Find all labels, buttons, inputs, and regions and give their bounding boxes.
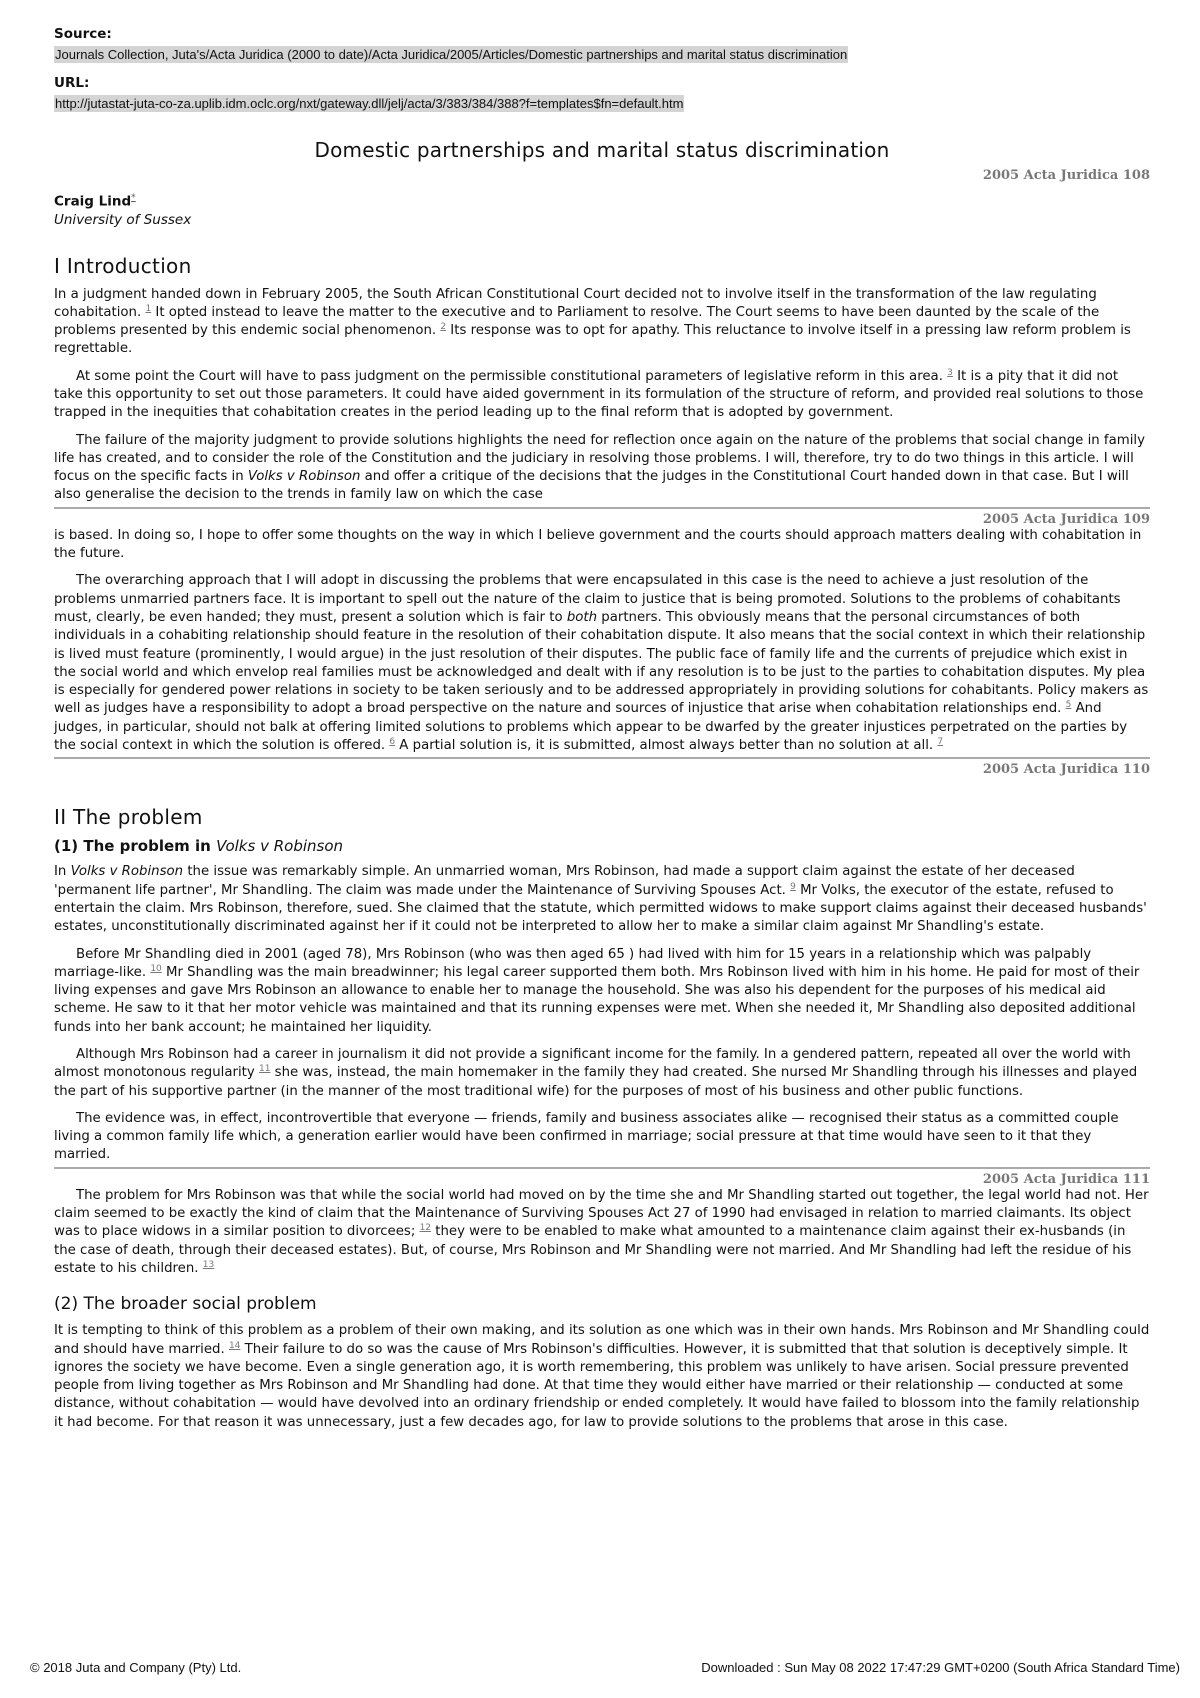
paragraph: In Volks v Robinson the issue was remarkably simple. An unmarried woman, Mrs Robinson, had made a support claim against the estate of her deceased 'permanent life partner', Mr Shandling. The claim was made under the Maintenance of Surviving Spouses Act. $^9$ Mr Volks, the executor of the estate, refused to entertain the claim. Mrs Robinson, therefore, sued. She claimed that the statute, which permitted widows to make support claims against their deceased husbands' estates, unconstitutionally discriminated against her if it could not be interpreted to allow her to make a similar claim against Mr Shandling's estate. xyxy=(54,864,1147,935)
emphasis: both xyxy=(566,609,598,625)
footnote-link-14[interactable]: 14 xyxy=(228,1340,241,1351)
page-mark-111: 2005 Acta Juridica 111 xyxy=(54,1167,1150,1187)
source-label: Source: xyxy=(54,26,112,42)
source-path: Journals Collection, Juta's/Acta Juridica (2000 to date)/Acta Juridica/2005/Articles/Domestic partnerships and marital status discrimination xyxy=(55,47,848,62)
footnote-link-9[interactable]: 9 xyxy=(790,881,796,892)
paragraph: The evidence was, in effect, incontrovertible that everyone — friends, family and business associates alike — recognised their status as a committed couple living a common family life which, a generation earlier would have been confirmed in marriage; social pressure at that time would have seen to it that they married. xyxy=(54,1110,1119,1163)
case-name: Volks v Robinson xyxy=(70,864,184,880)
copyright-notice: © 2018 Juta and Company (Pty) Ltd. xyxy=(30,1660,242,1675)
paragraph: The failure of the majority judgment to provide solutions highlights the need for reflection once again on the nature of the problems that social change in family life has created, and to consider the role of the Constitution and the judiciary in resolving those problems. I will, therefore, try to do two things in this article. I will focus on the specific facts in Volks v Robinson and offer a critique of the decisions that the judges in the Constitutional Court handed down in that case. But I will also generalise the decision to the trends in family law on which the case xyxy=(54,432,1145,503)
author-name-text: Craig Lind xyxy=(54,193,132,210)
subsection-social-problem-heading: (2) The broader social problem xyxy=(54,1294,317,1315)
footnote-link-6[interactable]: 6 xyxy=(389,737,396,748)
footnote-link-10[interactable]: 10 xyxy=(150,963,162,974)
subsection-volks-heading: (1) The problem in Volks v Robinson xyxy=(54,837,344,856)
footnote-link-7[interactable]: 7 xyxy=(937,737,944,748)
section-introduction-heading: I Introduction xyxy=(54,253,192,278)
author-footnote-link[interactable]: * xyxy=(131,193,136,203)
paragraph: Although Mrs Robinson had a career in journalism it did not provide a significant income for the family. In a gendered pattern, repeated all over the world with almost monotonous regularity $^{11}$ she was, instead, the main homemaker in the family they had created. She nursed Mr Shandling through his illnesses and played the part of his supportive partner (in the manner of the most traditional wife) for the purposes of most of his business and other public functions. xyxy=(54,1047,1138,1099)
page-mark-109: 2005 Acta Juridica 109 xyxy=(54,507,1150,527)
case-name: Volks v Robinson xyxy=(247,469,361,485)
article-title: Domestic partnerships and marital status discrimination xyxy=(314,138,890,162)
footnote-link-1[interactable]: 1 xyxy=(145,303,152,314)
paragraph: In a judgment handed down in February 2005, the South African Constitutional Court decided not to involve itself in the transformation of the law regulating cohabitation. $^1$ It opted instead to leave the matter to the executive and to Parliament to resolve. The Court seems to have been daunted by the scale of the problems presented by this endemic social phenomenon. $^2$ Its response was to opt for apathy. This reluctance to involve itself in a pressing law reform problem is regrettable. xyxy=(54,286,1131,357)
paragraph: is based. In doing so, I hope to offer some thoughts on the way in which I believe government and the courts should approach matters dealing with cohabitation in the future. xyxy=(54,527,1142,562)
download-timestamp: Downloaded : Sun May 08 2022 17:47:29 GMT+0200 (South Africa Standard Time) xyxy=(701,1660,1180,1675)
author-name xyxy=(54,193,1150,210)
paragraph: The overarching approach that I will adopt in discussing the problems that were encapsulated in this case is the need to achieve a just resolution of the problems unmarried partners face. It is important to spell out the nature of the claim to justice that is being promoted. Solutions to the problems of cohabitants must, clearly, be even handed; they must, present a solution which is fair to both partners. This obviously means that the personal circumstances of both individuals in a cohabiting relationship should feature in the resolution of their cohabitation dispute. It also means that the social context in which their relationship is lived must feature (prominently, I would argue) in the just resolution of their disputes. The public face of family life and the currents of prejudice which exist in the social world and which envelop real families must be acknowledged and dealt with if any resolution is to be just to the parties to cohabitation disputes. My plea is especially for gendered power relations in society to be taken seriously and to be addressed appropriately in providing solutions for cohabitants. Policy makers as well as judges have a responsibility to adopt a broad perspective on the nature and sources of injustice that arise when cohabitation relationships end. $^5$ And judges, in particular, should not balk at offering limited solutions to problems which appear to be dwarfed by the greater injustices perpetrated on the parties by the social context in which the solution is offered. $^6$ A partial solution is, it is submitted, almost always better than no solution at all. $^7$ xyxy=(54,573,1149,754)
url-label: URL: xyxy=(54,75,90,91)
paragraph: Before Mr Shandling died in 2001 (aged 78), Mrs Robinson (who was then aged 65 ) had lived with him for 15 years in a relationship which was palpably marriage-like. $^{10}$ Mr Shandling was the main breadwinner; his legal career supported them both. Mrs Robinson lived with him in his home. He paid for most of their living expenses and gave Mrs Robinson an allowance to enable her to manage the household. She was also his dependent for the purposes of his medical aid scheme. He saw to it that her motor vehicle was maintained and that its running expenses were met. When she needed it, Mr Shandling also deposited additional funds into her bank account; he maintained her liquidity. xyxy=(54,946,1140,1035)
section-problem-heading: II The problem xyxy=(54,805,203,830)
footnote-link-5[interactable]: 5 xyxy=(1065,700,1072,711)
author-affiliation: University of Sussex xyxy=(54,211,192,228)
paragraph: At some point the Court will have to pass judgment on the permissible constitutional parameters of legislative reform in this area. $^3$ It is a pity that it did not take this opportunity to set out those parameters. It could have aided government in its formulation of the structure of reform, and provided real solutions to those trapped in the inequities that cohabitation creates in the period leading up to the final reform that is adopted by government. xyxy=(54,367,1144,421)
footnote-link-11[interactable]: 11 xyxy=(258,1064,271,1075)
footnote-link-13[interactable]: 13 xyxy=(202,1259,215,1270)
paragraph: The problem for Mrs Robinson was that while the social world had moved on by the time she and Mr Shandling started out together, the legal world had not. Her claim seemed to be exactly the kind of claim that the Maintenance of Surviving Spouses Act 27 of 1990 had envisaged in relation to married claimants. Its object was to place widows in a similar position to divorcees; $^{12}$ they were to be enabled to make what amounted to a maintenance claim against their ex-husbands (in the case of death, through their deceased estates). But, of course, Mrs Robinson and Mr Shandling were not married. And Mr Shandling had left the residue of his estate to his children. $^{13}$ xyxy=(54,1187,1149,1276)
footnote-link-12[interactable]: 12 xyxy=(419,1223,432,1234)
page-mark-110: 2005 Acta Juridica 110 xyxy=(54,757,1150,777)
document-page xyxy=(54,26,1150,1441)
page-mark-108: 2005 Acta Juridica 108 xyxy=(982,168,1150,183)
footnote-link-2[interactable]: 2 xyxy=(440,322,447,333)
source-url: http://jutastat-juta-co-za.uplib.idm.oclc.org/nxt/gateway.dll/jelj/acta/3/383/384/388?f=templates$fn=default.htm xyxy=(55,96,684,111)
paragraph: It is tempting to think of this problem as a problem of their own making, and its solution as one which was in their own hands. Mrs Robinson and Mr Shandling could and should have married. $^{14}$ Their failure to do so was the cause of Mrs Robinson's difficulties. However, it is submitted that that solution is deceptively simple. It ignores the society we have become. Even a single generation ago, it is worth remembering, this problem was unlikely to have arisen. Social pressure prevented people from living together as Mrs Robinson and Mr Shandling had done. At that time they would either have married or their relationship — conducted at some distance, without cohabitation — would have devolved into an ordinary friendship or ended completely. It would have failed to blossom into the family relationship it had become. For that reason it was unnecessary, just a few decades ago, for law to provide solutions to the problems that arose in this case. xyxy=(54,1323,1150,1430)
footnote-link-3[interactable]: 3 xyxy=(947,367,953,378)
